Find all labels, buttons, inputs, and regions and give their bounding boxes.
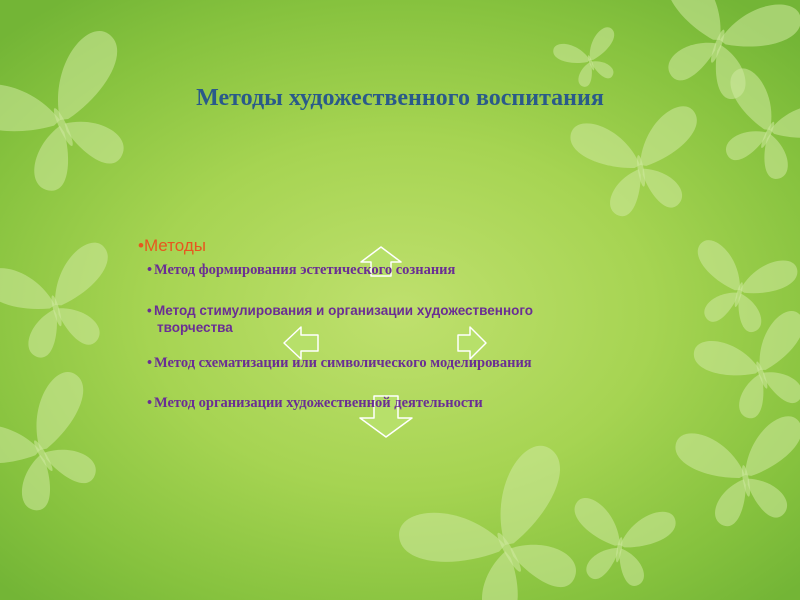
method-text-continued: творчества — [157, 320, 233, 335]
method-text: Метод стимулирования и организации художественного — [154, 303, 534, 318]
list-item — [147, 355, 532, 372]
bullet: • — [147, 262, 153, 278]
bullet: • — [147, 395, 153, 411]
method-text: Метод организации художественной деятельности — [154, 395, 483, 411]
list-item — [147, 395, 483, 412]
list-item — [147, 302, 533, 336]
list-item — [147, 262, 455, 279]
bullet: • — [147, 355, 153, 371]
method-text: Метод схематизации или символического моделирования — [154, 355, 532, 371]
method-text: Метод формирования эстетического сознания — [154, 262, 456, 278]
slide-title: Методы художественного воспитания — [196, 85, 604, 111]
bullet: • — [147, 303, 152, 318]
methods-heading: •Методы — [138, 236, 207, 255]
